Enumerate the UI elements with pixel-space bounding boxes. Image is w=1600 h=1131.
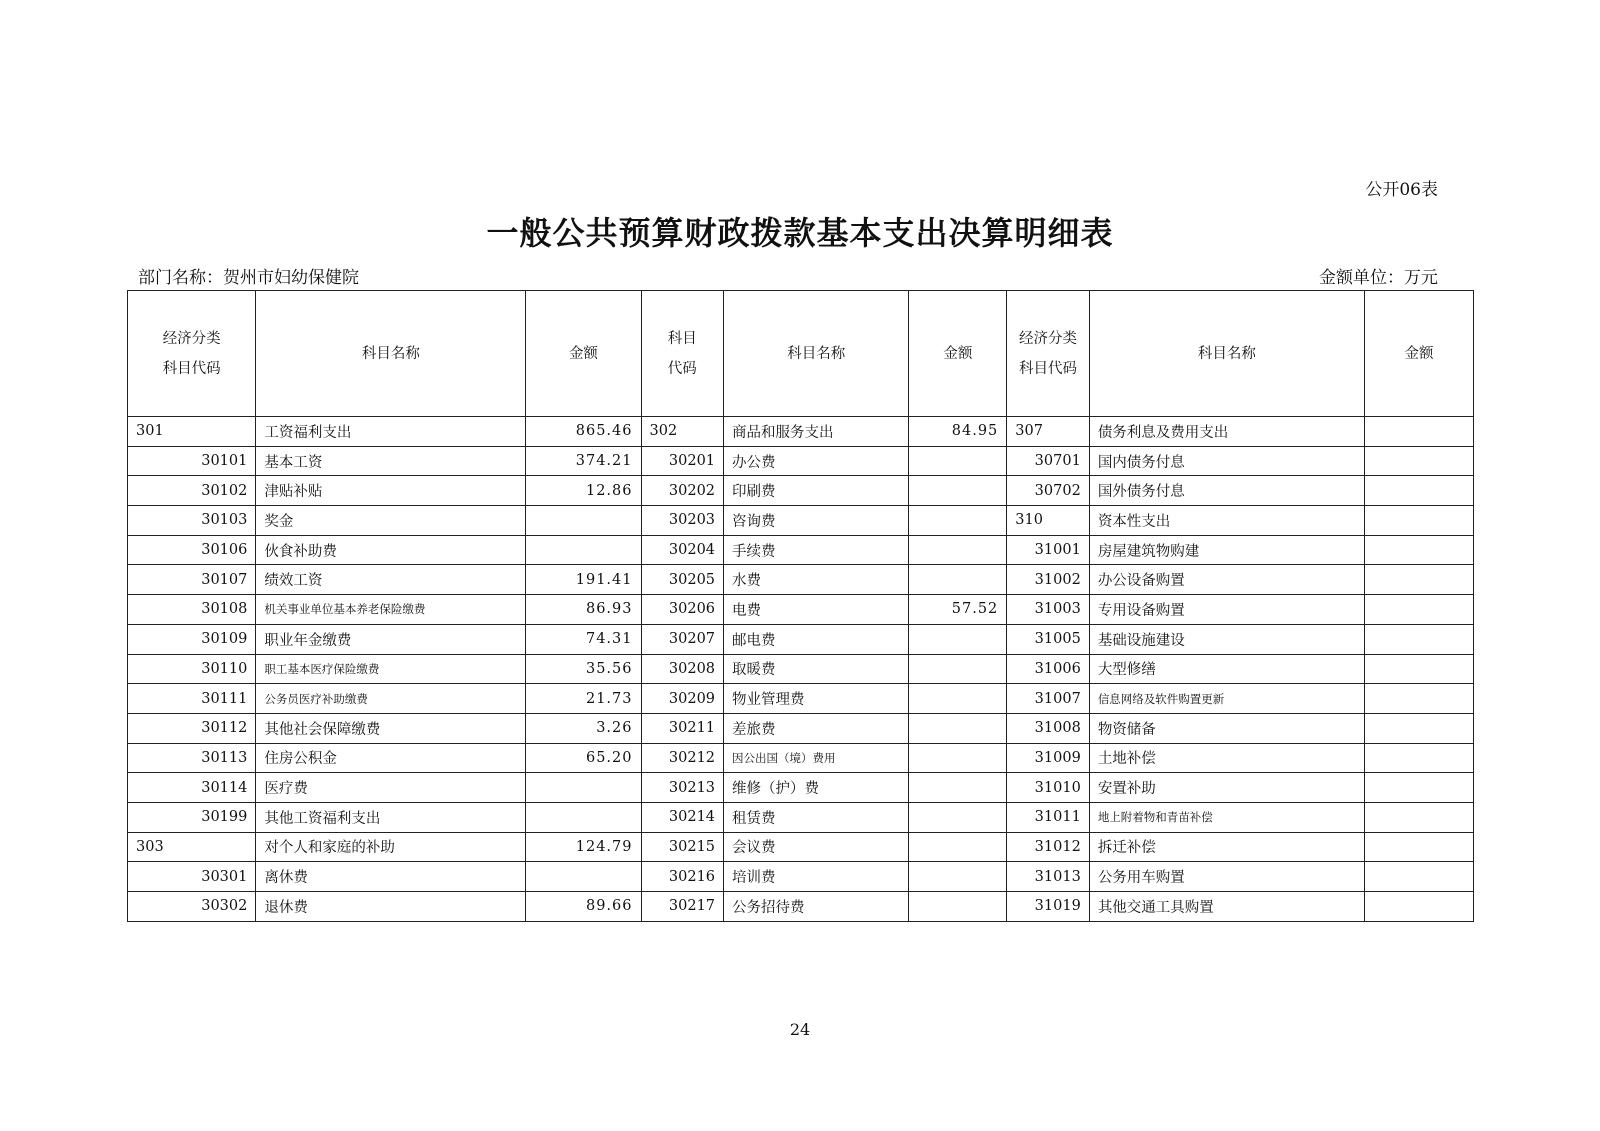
subject-code: 30114	[128, 773, 256, 803]
header-amount-2: 金额	[909, 291, 1007, 417]
subject-code: 30217	[641, 892, 724, 922]
subject-code: 30111	[128, 684, 256, 714]
header-code-2: 科目 代码	[641, 291, 724, 417]
subject-code: 30302	[128, 892, 256, 922]
subject-name: 资本性支出	[1089, 506, 1364, 536]
table-row	[128, 773, 1474, 803]
subject-code: 31002	[1007, 565, 1090, 595]
subject-name: 公务用车购置	[1089, 862, 1364, 892]
table-row	[128, 713, 1474, 743]
subject-code: 31012	[1007, 832, 1090, 862]
subject-name: 地上附着物和青苗补偿	[1089, 802, 1364, 832]
subject-name: 公务员医疗补助缴费	[256, 684, 526, 714]
subject-name: 手续费	[724, 535, 909, 565]
subject-amount	[1364, 565, 1473, 595]
subject-amount	[526, 773, 641, 803]
subject-name: 因公出国（境）费用	[724, 743, 909, 773]
subject-code: 30215	[641, 832, 724, 862]
header-name-3: 科目名称	[1089, 291, 1364, 417]
subject-amount	[1364, 417, 1473, 447]
subject-amount: 21.73	[526, 684, 641, 714]
subject-name: 办公费	[724, 446, 909, 476]
subject-amount: 74.31	[526, 624, 641, 654]
subject-amount: 89.66	[526, 892, 641, 922]
subject-code: 30208	[641, 654, 724, 684]
subject-code: 30209	[641, 684, 724, 714]
subject-name: 物资储备	[1089, 713, 1364, 743]
subject-code: 31013	[1007, 862, 1090, 892]
subject-amount	[909, 713, 1007, 743]
subject-code: 30103	[128, 506, 256, 536]
table-row	[128, 684, 1474, 714]
subject-name: 会议费	[724, 832, 909, 862]
table-row	[128, 417, 1474, 447]
subject-amount	[1364, 802, 1473, 832]
header-code-3: 经济分类 科目代码	[1007, 291, 1090, 417]
subject-name: 拆迁补偿	[1089, 832, 1364, 862]
subject-amount	[909, 654, 1007, 684]
subject-name: 对个人和家庭的补助	[256, 832, 526, 862]
table-row	[128, 892, 1474, 922]
subject-code: 30112	[128, 713, 256, 743]
subject-code: 30199	[128, 802, 256, 832]
table-row	[128, 535, 1474, 565]
subject-name: 邮电费	[724, 624, 909, 654]
subject-name: 基本工资	[256, 446, 526, 476]
header-name-1: 科目名称	[256, 291, 526, 417]
subject-code: 301	[128, 417, 256, 447]
subject-code: 30213	[641, 773, 724, 803]
subject-name: 租赁费	[724, 802, 909, 832]
subject-amount: 65.20	[526, 743, 641, 773]
subject-code: 30106	[128, 535, 256, 565]
subject-name: 印刷费	[724, 476, 909, 506]
subject-name: 机关事业单位基本养老保险缴费	[256, 595, 526, 625]
subject-amount	[909, 535, 1007, 565]
subject-amount	[1364, 713, 1473, 743]
table-row	[128, 624, 1474, 654]
subject-code: 310	[1007, 506, 1090, 536]
subject-name: 奖金	[256, 506, 526, 536]
subject-amount	[1364, 684, 1473, 714]
subject-amount	[909, 892, 1007, 922]
subject-name: 土地补偿	[1089, 743, 1364, 773]
table-row	[128, 446, 1474, 476]
subject-amount	[1364, 654, 1473, 684]
subject-amount	[526, 506, 641, 536]
subject-amount	[1364, 506, 1473, 536]
subject-name: 职工基本医疗保险缴费	[256, 654, 526, 684]
table-row	[128, 743, 1474, 773]
subject-amount: 86.93	[526, 595, 641, 625]
subject-code: 30107	[128, 565, 256, 595]
subject-amount: 191.41	[526, 565, 641, 595]
header-code-1: 经济分类 科目代码	[128, 291, 256, 417]
subject-name: 培训费	[724, 862, 909, 892]
department-label: 部门名称：贺州市妇幼保健院	[138, 268, 359, 288]
subject-code: 30108	[128, 595, 256, 625]
subject-name: 退休费	[256, 892, 526, 922]
subject-amount	[1364, 773, 1473, 803]
subject-name: 安置补助	[1089, 773, 1364, 803]
subject-code: 30109	[128, 624, 256, 654]
subject-code: 303	[128, 832, 256, 862]
subject-name: 维修（护）费	[724, 773, 909, 803]
subject-code: 31008	[1007, 713, 1090, 743]
subject-name: 商品和服务支出	[724, 417, 909, 447]
subject-name: 住房公积金	[256, 743, 526, 773]
subject-code: 30207	[641, 624, 724, 654]
amount-unit-label: 金额单位：万元	[1319, 268, 1438, 288]
subject-name: 国内债务付息	[1089, 446, 1364, 476]
subject-code: 31003	[1007, 595, 1090, 625]
subject-code: 31010	[1007, 773, 1090, 803]
subject-amount: 35.56	[526, 654, 641, 684]
subject-name: 咨询费	[724, 506, 909, 536]
subject-name: 国外债务付息	[1089, 476, 1364, 506]
subject-name: 取暖费	[724, 654, 909, 684]
subject-name: 差旅费	[724, 713, 909, 743]
form-code: 公开06表	[1365, 180, 1438, 200]
header-amount-1: 金额	[526, 291, 641, 417]
subject-amount	[526, 862, 641, 892]
subject-name: 专用设备购置	[1089, 595, 1364, 625]
subject-amount	[1364, 743, 1473, 773]
subject-amount	[1364, 624, 1473, 654]
header-name-2: 科目名称	[724, 291, 909, 417]
subject-amount	[909, 506, 1007, 536]
subject-name: 大型修缮	[1089, 654, 1364, 684]
subject-name: 信息网络及软件购置更新	[1089, 684, 1364, 714]
subject-code: 30212	[641, 743, 724, 773]
subject-name: 医疗费	[256, 773, 526, 803]
expenditure-table	[127, 290, 1474, 922]
subject-amount	[1364, 476, 1473, 506]
subject-name: 房屋建筑物购建	[1089, 535, 1364, 565]
subject-amount	[909, 684, 1007, 714]
subject-code: 30202	[641, 476, 724, 506]
subject-amount: 865.46	[526, 417, 641, 447]
subject-amount	[526, 535, 641, 565]
subject-amount: 3.26	[526, 713, 641, 743]
subject-name: 离休费	[256, 862, 526, 892]
subject-code: 31009	[1007, 743, 1090, 773]
subject-name: 其他工资福利支出	[256, 802, 526, 832]
subject-code: 31001	[1007, 535, 1090, 565]
subject-code: 30101	[128, 446, 256, 476]
subject-name: 物业管理费	[724, 684, 909, 714]
subject-code: 30110	[128, 654, 256, 684]
subject-code: 302	[641, 417, 724, 447]
subject-amount	[1364, 862, 1473, 892]
table-row	[128, 654, 1474, 684]
subject-code: 31007	[1007, 684, 1090, 714]
subject-code: 31011	[1007, 802, 1090, 832]
table-row	[128, 862, 1474, 892]
subject-amount	[909, 476, 1007, 506]
subject-name: 职业年金缴费	[256, 624, 526, 654]
subject-code: 31019	[1007, 892, 1090, 922]
subject-name: 伙食补助费	[256, 535, 526, 565]
subject-amount	[909, 446, 1007, 476]
subject-amount	[909, 773, 1007, 803]
subject-name: 债务利息及费用支出	[1089, 417, 1364, 447]
page-title: 一般公共预算财政拨款基本支出决算明细表	[486, 214, 1114, 252]
subject-code: 30216	[641, 862, 724, 892]
subject-amount: 124.79	[526, 832, 641, 862]
subject-amount: 12.86	[526, 476, 641, 506]
subject-amount	[909, 743, 1007, 773]
table-row	[128, 476, 1474, 506]
table-row	[128, 802, 1474, 832]
subject-amount: 57.52	[909, 595, 1007, 625]
subject-name: 其他交通工具购置	[1089, 892, 1364, 922]
subject-code: 307	[1007, 417, 1090, 447]
subject-code: 30102	[128, 476, 256, 506]
subject-amount	[909, 624, 1007, 654]
subject-amount	[909, 565, 1007, 595]
subject-name: 电费	[724, 595, 909, 625]
subject-amount	[909, 832, 1007, 862]
header-amount-3: 金额	[1364, 291, 1473, 417]
subject-name: 津贴补贴	[256, 476, 526, 506]
subject-code: 30113	[128, 743, 256, 773]
table-row	[128, 506, 1474, 536]
table-row	[128, 565, 1474, 595]
subject-code: 30201	[641, 446, 724, 476]
subject-code: 30301	[128, 862, 256, 892]
subject-amount: 84.95	[909, 417, 1007, 447]
subject-code: 30203	[641, 506, 724, 536]
subject-code: 31005	[1007, 624, 1090, 654]
subject-amount	[909, 802, 1007, 832]
subject-name: 其他社会保障缴费	[256, 713, 526, 743]
subject-code: 30214	[641, 802, 724, 832]
table-row	[128, 595, 1474, 625]
subject-amount	[909, 862, 1007, 892]
subject-name: 公务招待费	[724, 892, 909, 922]
subject-code: 30211	[641, 713, 724, 743]
subject-amount	[1364, 535, 1473, 565]
subject-name: 工资福利支出	[256, 417, 526, 447]
table-row	[128, 832, 1474, 862]
subject-code: 30702	[1007, 476, 1090, 506]
subject-code: 31006	[1007, 654, 1090, 684]
page-number: 24	[789, 1020, 811, 1039]
subject-code: 30206	[641, 595, 724, 625]
table-header-row	[128, 291, 1474, 417]
subject-amount	[1364, 892, 1473, 922]
subject-code: 30701	[1007, 446, 1090, 476]
subject-name: 基础设施建设	[1089, 624, 1364, 654]
subject-amount	[1364, 446, 1473, 476]
subject-code: 30205	[641, 565, 724, 595]
subject-name: 绩效工资	[256, 565, 526, 595]
subject-name: 办公设备购置	[1089, 565, 1364, 595]
subject-name: 水费	[724, 565, 909, 595]
subject-code: 30204	[641, 535, 724, 565]
subject-amount	[526, 802, 641, 832]
subject-amount	[1364, 595, 1473, 625]
subject-amount: 374.21	[526, 446, 641, 476]
subject-amount	[1364, 832, 1473, 862]
